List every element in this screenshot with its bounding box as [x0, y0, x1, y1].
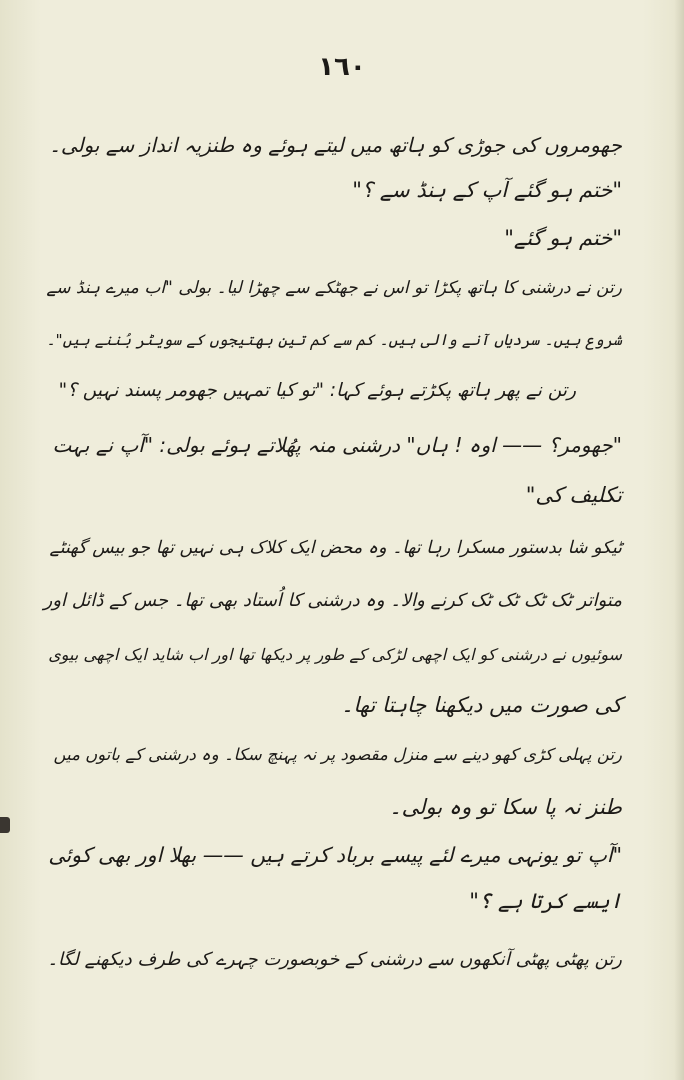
text-line-10: متواتر ٹک ٹک ٹک ٹک کرنے والا۔ وہ درشنی کا اُستاد بھی تھا۔ جس کے ڈائل اور	[43, 590, 622, 611]
text-line-1: جھومروں کی جوڑی کو ہاتھ میں لیتے ہوئے وہ طنزیہ انداز سے بولی۔	[49, 133, 622, 157]
text-line-12: کی صورت میں دیکھنا چاہتا تھا۔	[341, 693, 622, 717]
text-line-17: رتن پھٹی پھٹی آنکھوں سے درشنی کے خوبصورت چہرے کی طرف دیکھنے لگا۔	[47, 949, 622, 970]
text-line-6: رتن نے پھر ہاتھ پکڑتے ہوئے کہا: "تو کیا تمہیں جھومر پسند نہیں ؟"	[58, 380, 576, 401]
text-line-13: رتن پہلی کڑی کھو دینے سے منزل مقصود پر نہ پہنچ سکا۔ وہ درشنی کے باتوں میں	[53, 745, 622, 764]
text-line-11: سوئیوں نے درشنی کو ایک اچھی لڑکی کے طور پر دیکھا تھا اور اب شاید ایک اچھی بیوی	[48, 645, 622, 664]
text-line-16: ایسے کرتا ہے ؟"	[469, 889, 622, 913]
margin-mark	[0, 817, 10, 833]
text-line-14: طنز نہ پا سکا تو وہ بولی۔	[389, 795, 622, 819]
text-line-8: تکلیف کی"	[525, 483, 622, 507]
page-number: ١٦٠	[318, 52, 366, 82]
text-line-9: ٹیکو شا بدستور مسکرا رہا تھا۔ وہ محض ایک کلاک ہی نہیں تھا جو بیس گھنٹے	[49, 538, 622, 558]
page-edge-shadow	[674, 0, 684, 1080]
text-line-15: "آپ تو یونہی میرے لئے پیسے برباد کرتے ہیں —— بھلا اور بھی کوئی	[48, 843, 622, 867]
text-line-4: رتن نے درشنی کا ہاتھ پکڑا تو اس نے جھٹکے سے چھڑا لیا۔ بولی "اب میرے ہنڈ سے	[46, 278, 622, 298]
text-line-3: "ختم ہو گئے"	[504, 226, 622, 250]
text-line-5: شروع ہیں۔ سردیاں آنے والی ہیں۔ کم سے کم تین بھتیجوں کے سویٹر بُننے ہیں"۔	[46, 331, 622, 349]
text-line-2: "ختم ہو گئے آپ کے ہنڈ سے ؟"	[352, 178, 622, 202]
text-line-7: "جھومر؟ —— اوہ ! ہاں" درشنی منہ پھُلاتے ہوئے بولی: "آپ نے بہت	[52, 433, 622, 457]
